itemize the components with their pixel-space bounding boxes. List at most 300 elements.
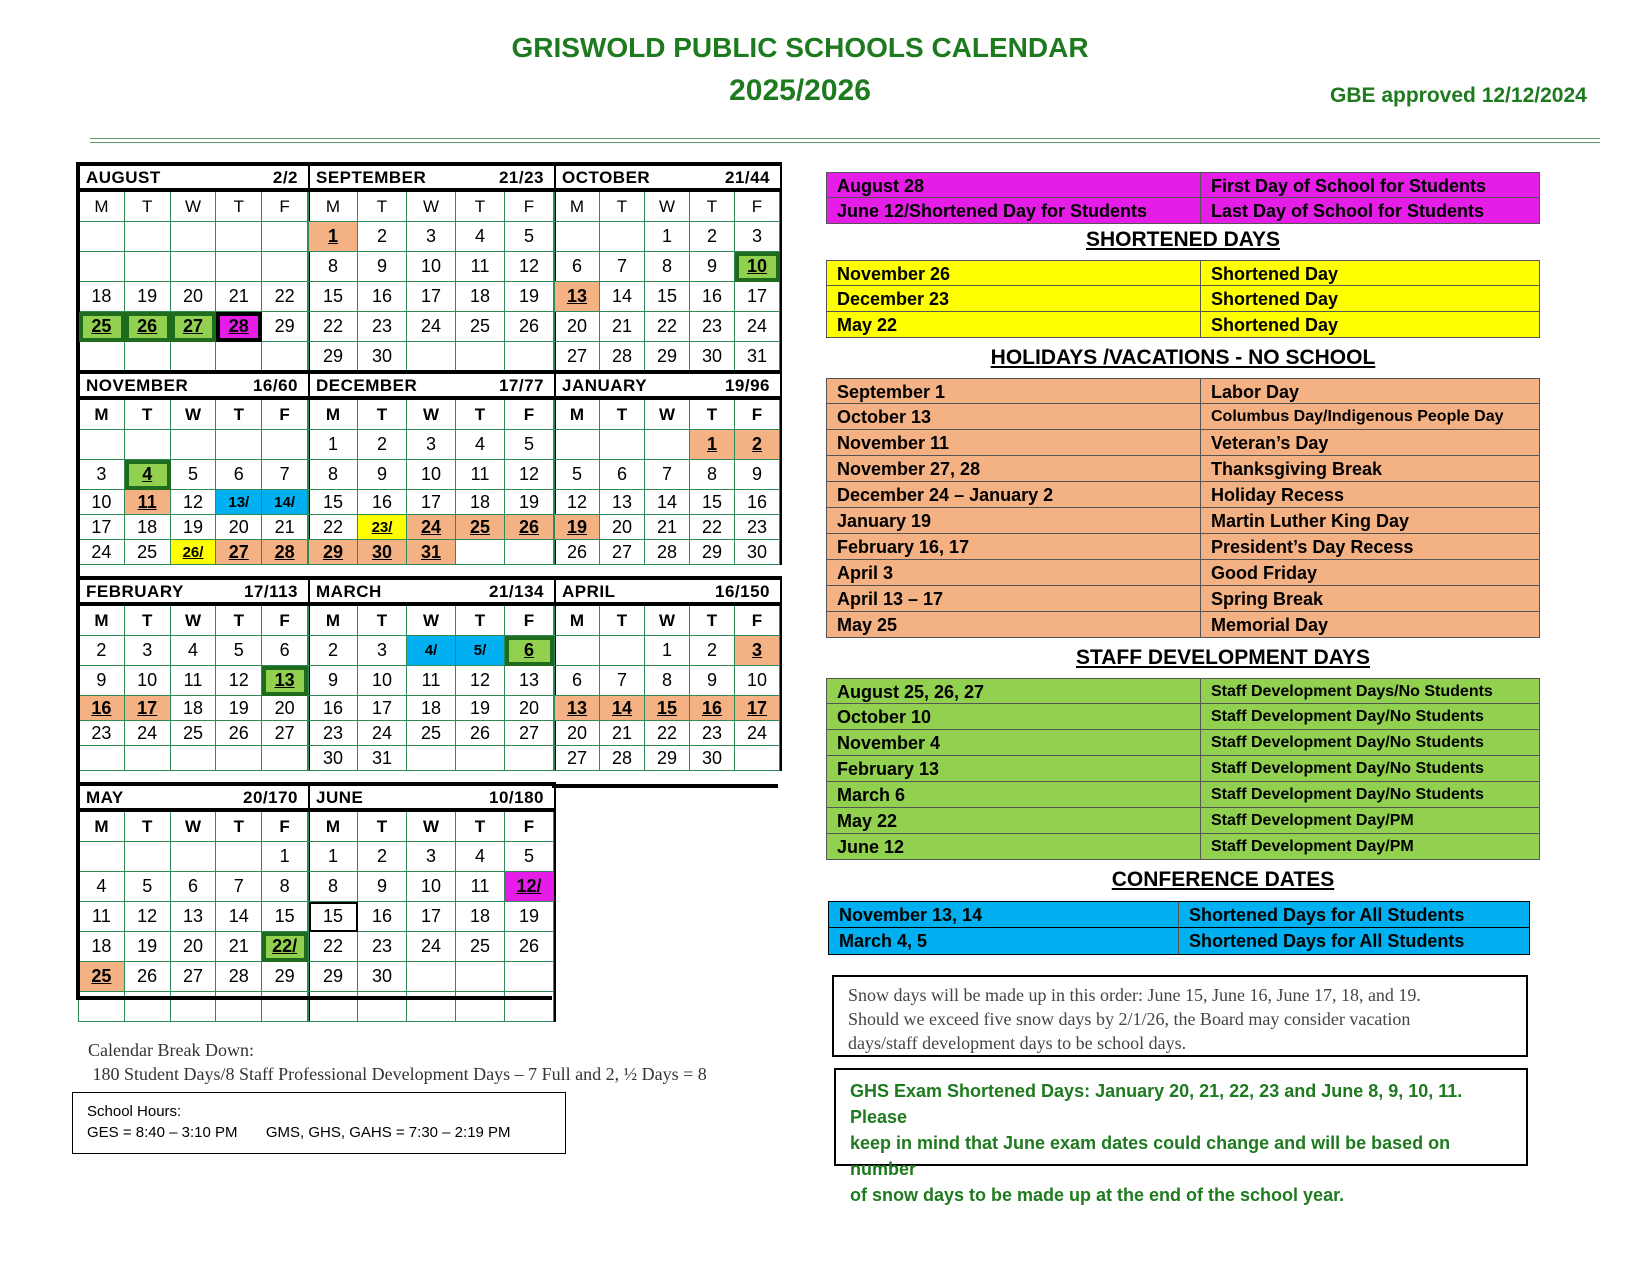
month-name: FEBRUARY — [86, 582, 184, 601]
day-count: 16/150 — [715, 582, 770, 601]
key-date-row — [826, 198, 1540, 224]
shortened-label: Shortened Day — [1211, 315, 1339, 335]
staff-row — [826, 782, 1540, 808]
day-cell: 16 — [358, 902, 407, 932]
month-header — [308, 162, 554, 192]
holidays-row — [826, 456, 1540, 482]
weekday-header: M — [79, 400, 125, 430]
empty-day-cell — [125, 222, 171, 252]
day-cell: 30 — [358, 962, 407, 992]
weekday-header: T — [600, 606, 645, 636]
day-cell: 18 — [456, 902, 505, 932]
weekday-header: T — [358, 192, 407, 222]
conference-row — [828, 901, 1530, 928]
day-cell: 24 — [125, 721, 171, 746]
day-cell: 23 — [358, 932, 407, 962]
day-cell: 1 — [309, 842, 358, 872]
weekday-header: M — [555, 192, 600, 222]
holidays-date: November 27, 28 — [827, 456, 1201, 481]
day-cell: 10 — [407, 252, 456, 282]
day-cell: 14/ — [262, 490, 308, 515]
day-cell: 4/ — [407, 636, 456, 666]
shortened-days-table — [826, 260, 1540, 338]
empty-day-cell — [125, 252, 171, 282]
staff-label: Staff Development Day/No Students — [1211, 786, 1484, 803]
day-cell: 11 — [407, 666, 456, 696]
empty-day-cell — [600, 636, 645, 666]
day-cell: 13 — [555, 696, 600, 721]
staff-label: Staff Development Day/PM — [1211, 812, 1414, 829]
weekday-header: T — [216, 400, 262, 430]
day-cell: 1 — [690, 430, 735, 460]
day-cell: 10 — [125, 666, 171, 696]
shortened-row — [826, 260, 1540, 286]
empty-day-cell — [407, 342, 456, 372]
weekday-header: W — [171, 192, 217, 222]
empty-day-cell — [171, 842, 217, 872]
day-cell: 20 — [216, 515, 262, 540]
weekday-header: F — [735, 400, 780, 430]
day-cell: 27 — [555, 746, 600, 771]
day-cell: 18 — [125, 515, 171, 540]
month-header — [554, 370, 780, 400]
holidays-row — [826, 612, 1540, 638]
day-cell: 2 — [358, 430, 407, 460]
day-cell: 9 — [358, 460, 407, 490]
day-count: 19/96 — [724, 376, 770, 395]
day-cell: 7 — [600, 252, 645, 282]
empty-day-cell — [79, 222, 125, 252]
day-cell: 24 — [79, 540, 125, 565]
day-cell: 19 — [456, 696, 505, 721]
empty-day-cell — [600, 222, 645, 252]
conference-heading: CONFERENCE DATES — [1111, 868, 1335, 891]
day-cell: 7 — [216, 872, 262, 902]
day-cell: 10 — [407, 872, 456, 902]
day-cell: 14 — [600, 282, 645, 312]
day-cell: 28 — [600, 746, 645, 771]
day-cell: 5 — [505, 842, 554, 872]
month-october — [554, 162, 782, 372]
weekday-header: T — [216, 812, 262, 842]
day-cell: 25 — [456, 932, 505, 962]
month-name: MARCH — [316, 582, 382, 601]
holidays-heading: HOLIDAYS /VACATIONS - NO SCHOOL — [990, 346, 1376, 369]
month-header — [554, 576, 780, 606]
empty-day-cell — [125, 746, 171, 771]
day-cell: 17 — [407, 282, 456, 312]
holidays-row — [826, 508, 1540, 534]
day-cell: 24 — [407, 515, 456, 540]
weekday-header: F — [735, 606, 780, 636]
empty-day-cell — [407, 962, 456, 992]
day-cell: 29 — [690, 540, 735, 565]
day-cell: 22 — [309, 932, 358, 962]
month-days-grid — [308, 192, 554, 372]
empty-day-cell — [171, 222, 217, 252]
day-cell: 1 — [309, 222, 358, 252]
day-cell: 25 — [407, 721, 456, 746]
day-cell: 19 — [171, 515, 217, 540]
staff-date: August 25, 26, 27 — [827, 679, 1201, 703]
day-cell: 29 — [262, 312, 308, 342]
holidays-row — [826, 378, 1540, 404]
snow-note-line: Snow days will be made up in this order: June 15, June 16, June 17, 18, and 19. — [848, 985, 1421, 1005]
day-cell: 26 — [505, 312, 554, 342]
day-cell: 8 — [645, 252, 690, 282]
month-days-grid — [78, 606, 308, 771]
holidays-row — [826, 404, 1540, 430]
month-days-grid — [308, 400, 554, 565]
day-cell: 17 — [407, 490, 456, 515]
day-cell: 29 — [309, 540, 358, 565]
day-count: 10/180 — [489, 788, 544, 807]
staff-row — [826, 704, 1540, 730]
key-dates-table — [826, 172, 1540, 224]
empty-day-cell — [216, 842, 262, 872]
holidays-label: Veteran’s Day — [1211, 433, 1329, 453]
empty-day-cell — [505, 746, 554, 771]
day-cell: 20 — [600, 515, 645, 540]
day-count: 21/44 — [724, 168, 770, 187]
month-header — [78, 782, 308, 812]
day-cell: 11 — [456, 872, 505, 902]
day-cell: 12 — [555, 490, 600, 515]
shortened-row — [826, 312, 1540, 338]
day-cell: 26 — [125, 962, 171, 992]
weekday-header: T — [456, 192, 505, 222]
day-cell: 14 — [645, 490, 690, 515]
holidays-label: President’s Day Recess — [1211, 537, 1414, 557]
day-cell: 28 — [216, 962, 262, 992]
day-cell: 24 — [407, 312, 456, 342]
weekday-header: W — [645, 192, 690, 222]
shortened-label: Shortened Day — [1211, 264, 1339, 284]
empty-day-cell — [456, 342, 505, 372]
conference-date: March 4, 5 — [829, 928, 1179, 954]
month-february — [78, 576, 310, 771]
day-cell: 3 — [125, 636, 171, 666]
holidays-date: December 24 – January 2 — [827, 482, 1201, 507]
holidays-label: Good Friday — [1211, 563, 1318, 583]
approval-note: GBE approved 12/12/2024 — [1330, 84, 1587, 107]
day-cell: 2 — [690, 222, 735, 252]
day-cell: 10 — [79, 490, 125, 515]
shortened-row — [826, 286, 1540, 312]
snow-note-line: days/staff development days to be school days. — [848, 1033, 1187, 1053]
day-cell: 23 — [690, 312, 735, 342]
empty-day-cell — [555, 430, 600, 460]
day-cell: 24 — [358, 721, 407, 746]
day-cell: 20 — [505, 696, 554, 721]
empty-day-cell — [171, 430, 217, 460]
empty-day-cell — [125, 342, 171, 372]
staff-row — [826, 834, 1540, 860]
calendar-frame — [552, 784, 778, 788]
holidays-label: Memorial Day — [1211, 615, 1329, 635]
day-cell: 23/ — [358, 515, 407, 540]
conference-table — [828, 901, 1530, 955]
empty-day-cell — [600, 430, 645, 460]
holidays-label: Thanksgiving Break — [1211, 459, 1383, 479]
day-cell: 18 — [456, 490, 505, 515]
day-cell: 15 — [309, 282, 358, 312]
school-hours-line — [87, 1122, 551, 1143]
holidays-row — [826, 560, 1540, 586]
day-cell: 12 — [171, 490, 217, 515]
day-cell: 23 — [735, 515, 780, 540]
day-cell: 6 — [216, 460, 262, 490]
empty-day-cell — [79, 842, 125, 872]
empty-day-cell — [262, 222, 308, 252]
snow-note-line: Should we exceed five snow days by 2/1/26, the Board may consider vacation — [848, 1009, 1411, 1029]
month-name: NOVEMBER — [86, 376, 189, 395]
day-cell: 12/ — [505, 872, 554, 902]
day-cell: 25 — [79, 962, 125, 992]
empty-day-cell — [262, 252, 308, 282]
month-days-grid — [78, 400, 308, 565]
month-days-grid — [308, 812, 554, 1022]
empty-day-cell — [216, 342, 262, 372]
day-cell: 5 — [125, 872, 171, 902]
month-header — [78, 162, 308, 192]
staff-label: Staff Development Day/No Students — [1211, 734, 1484, 751]
weekday-header: F — [505, 192, 554, 222]
empty-day-cell — [505, 962, 554, 992]
exam-note-line: of snow days to be made up at the end of the school year. — [850, 1185, 1345, 1205]
day-cell: 16 — [690, 282, 735, 312]
empty-day-cell — [79, 252, 125, 282]
day-cell: 13 — [505, 666, 554, 696]
holidays-date: May 25 — [827, 612, 1201, 637]
secondary-hours: GMS, GHS, GAHS = 7:30 – 2:19 PM — [265, 1124, 511, 1141]
day-cell: 25 — [456, 515, 505, 540]
holidays-label: Spring Break — [1211, 589, 1324, 609]
day-cell: 9 — [690, 252, 735, 282]
day-cell: 28 — [600, 342, 645, 372]
day-cell: 21 — [600, 312, 645, 342]
weekday-header: M — [309, 606, 358, 636]
day-cell: 25 — [456, 312, 505, 342]
weekday-header: W — [407, 400, 456, 430]
weekday-header: M — [309, 812, 358, 842]
holidays-row — [826, 534, 1540, 560]
day-cell: 5/ — [456, 636, 505, 666]
day-cell: 8 — [309, 460, 358, 490]
snow-days-note — [832, 975, 1528, 1057]
weekday-header: M — [555, 606, 600, 636]
empty-day-cell — [262, 430, 308, 460]
weekday-header: W — [407, 812, 456, 842]
day-cell: 16 — [358, 490, 407, 515]
empty-day-cell — [171, 746, 217, 771]
divider-line — [90, 138, 1600, 139]
day-cell: 4 — [456, 842, 505, 872]
empty-day-cell — [262, 342, 308, 372]
exam-note-line: GHS Exam Shortened Days: January 20, 21, 22, 23 and June 8, 9, 10, 11. Please — [850, 1081, 1463, 1127]
day-cell: 31 — [407, 540, 456, 565]
staff-date: February 13 — [827, 756, 1201, 781]
exam-days-note — [834, 1068, 1528, 1205]
day-cell: 29 — [262, 962, 308, 992]
day-cell: 5 — [216, 636, 262, 666]
month-name: AUGUST — [86, 168, 161, 187]
day-cell: 30 — [309, 746, 358, 771]
day-cell: 18 — [407, 696, 456, 721]
staff-date: June 12 — [827, 834, 1201, 859]
school-hours-box — [72, 1092, 566, 1154]
day-cell: 27 — [555, 342, 600, 372]
holidays-date: November 11 — [827, 430, 1201, 455]
weekday-header: T — [358, 400, 407, 430]
empty-day-cell — [216, 430, 262, 460]
day-cell: 28 — [216, 312, 262, 342]
empty-day-cell — [456, 746, 505, 771]
holidays-row — [826, 586, 1540, 612]
day-cell: 31 — [735, 342, 780, 372]
holidays-label: Holiday Recess — [1211, 485, 1345, 505]
day-cell: 23 — [690, 721, 735, 746]
day-cell: 7 — [600, 666, 645, 696]
day-cell: 18 — [171, 696, 217, 721]
day-cell: 4 — [125, 460, 171, 490]
holidays-label: Labor Day — [1211, 382, 1300, 402]
day-cell: 13 — [555, 282, 600, 312]
month-april — [554, 576, 782, 771]
weekday-header: F — [735, 192, 780, 222]
weekday-header: T — [456, 400, 505, 430]
day-cell: 15 — [645, 696, 690, 721]
calendar-frame — [76, 996, 552, 1000]
day-count: 21/23 — [498, 168, 544, 187]
day-cell: 3 — [407, 430, 456, 460]
day-cell: 27 — [505, 721, 554, 746]
conference-row — [828, 928, 1530, 955]
weekday-header: F — [262, 606, 308, 636]
day-cell: 2 — [690, 636, 735, 666]
day-cell: 23 — [79, 721, 125, 746]
day-cell: 15 — [309, 490, 358, 515]
day-cell: 29 — [645, 342, 690, 372]
empty-day-cell — [216, 252, 262, 282]
day-cell: 3 — [407, 222, 456, 252]
day-cell: 10 — [735, 252, 780, 282]
weekday-header: T — [690, 606, 735, 636]
day-cell: 12 — [505, 460, 554, 490]
day-cell: 4 — [79, 872, 125, 902]
page-title: GRISWOLD PUBLIC SCHOOLS CALENDAR — [511, 32, 1089, 63]
day-cell: 22 — [645, 312, 690, 342]
day-cell: 3 — [735, 636, 780, 666]
school-year: 2025/2026 — [729, 74, 871, 107]
shortened-date: December 23 — [827, 286, 1201, 311]
day-cell: 26 — [125, 312, 171, 342]
day-cell: 9 — [358, 872, 407, 902]
empty-day-cell — [505, 342, 554, 372]
day-cell: 5 — [505, 430, 554, 460]
day-cell: 21 — [216, 282, 262, 312]
staff-development-heading: STAFF DEVELOPMENT DAYS — [1075, 646, 1371, 669]
day-cell: 10 — [358, 666, 407, 696]
day-cell: 11 — [79, 902, 125, 932]
weekday-header: F — [505, 606, 554, 636]
weekday-header: T — [358, 812, 407, 842]
day-cell: 27 — [216, 540, 262, 565]
month-june — [308, 782, 556, 1022]
day-cell: 21 — [216, 932, 262, 962]
day-cell: 7 — [262, 460, 308, 490]
staff-label: Staff Development Days/No Students — [1211, 683, 1493, 700]
holidays-table — [826, 378, 1540, 638]
day-cell: 19 — [125, 282, 171, 312]
key-date: August 28 — [827, 173, 1201, 197]
day-cell: 3 — [735, 222, 780, 252]
day-cell: 25 — [171, 721, 217, 746]
day-cell: 10 — [735, 666, 780, 696]
day-cell: 18 — [79, 932, 125, 962]
day-cell: 6 — [262, 636, 308, 666]
day-cell: 21 — [600, 721, 645, 746]
weekday-header: T — [216, 192, 262, 222]
weekday-header: T — [600, 192, 645, 222]
staff-date: November 4 — [827, 730, 1201, 755]
day-cell: 24 — [735, 721, 780, 746]
conference-label: Shortened Days for All Students — [1189, 931, 1465, 951]
day-cell: 29 — [645, 746, 690, 771]
weekday-header: T — [125, 400, 171, 430]
empty-day-cell — [79, 342, 125, 372]
weekday-header: T — [358, 606, 407, 636]
day-cell: 23 — [309, 721, 358, 746]
month-header — [78, 370, 308, 400]
day-cell: 26/ — [171, 540, 217, 565]
month-days-grid — [554, 400, 780, 565]
staff-row — [826, 678, 1540, 704]
day-cell: 3 — [79, 460, 125, 490]
holidays-date: February 16, 17 — [827, 534, 1201, 559]
month-header — [78, 576, 308, 606]
day-cell: 1 — [309, 430, 358, 460]
day-cell: 16 — [735, 490, 780, 515]
day-cell: 19 — [555, 515, 600, 540]
staff-row — [826, 808, 1540, 834]
day-cell: 22 — [690, 515, 735, 540]
breakdown-title: Calendar Break Down: — [88, 1040, 254, 1060]
day-cell: 26 — [216, 721, 262, 746]
day-cell: 6 — [555, 666, 600, 696]
empty-day-cell — [79, 430, 125, 460]
holidays-label: Martin Luther King Day — [1211, 511, 1410, 531]
empty-day-cell — [125, 842, 171, 872]
day-cell: 14 — [600, 696, 645, 721]
empty-day-cell — [125, 430, 171, 460]
day-cell: 26 — [505, 932, 554, 962]
month-august — [78, 162, 310, 372]
day-cell: 11 — [456, 460, 505, 490]
month-header — [554, 162, 780, 192]
day-cell: 12 — [216, 666, 262, 696]
ges-hours: GES = 8:40 – 3:10 PM — [87, 1124, 238, 1141]
holidays-label: Columbus Day/Indigenous People Day — [1211, 408, 1504, 425]
day-cell: 25 — [79, 312, 125, 342]
month-name: MAY — [86, 788, 124, 807]
day-cell: 19 — [505, 282, 554, 312]
day-cell: 30 — [735, 540, 780, 565]
day-cell: 17 — [358, 696, 407, 721]
staff-label: Staff Development Day/PM — [1211, 838, 1414, 855]
staff-date: October 10 — [827, 704, 1201, 729]
day-cell: 17 — [735, 282, 780, 312]
